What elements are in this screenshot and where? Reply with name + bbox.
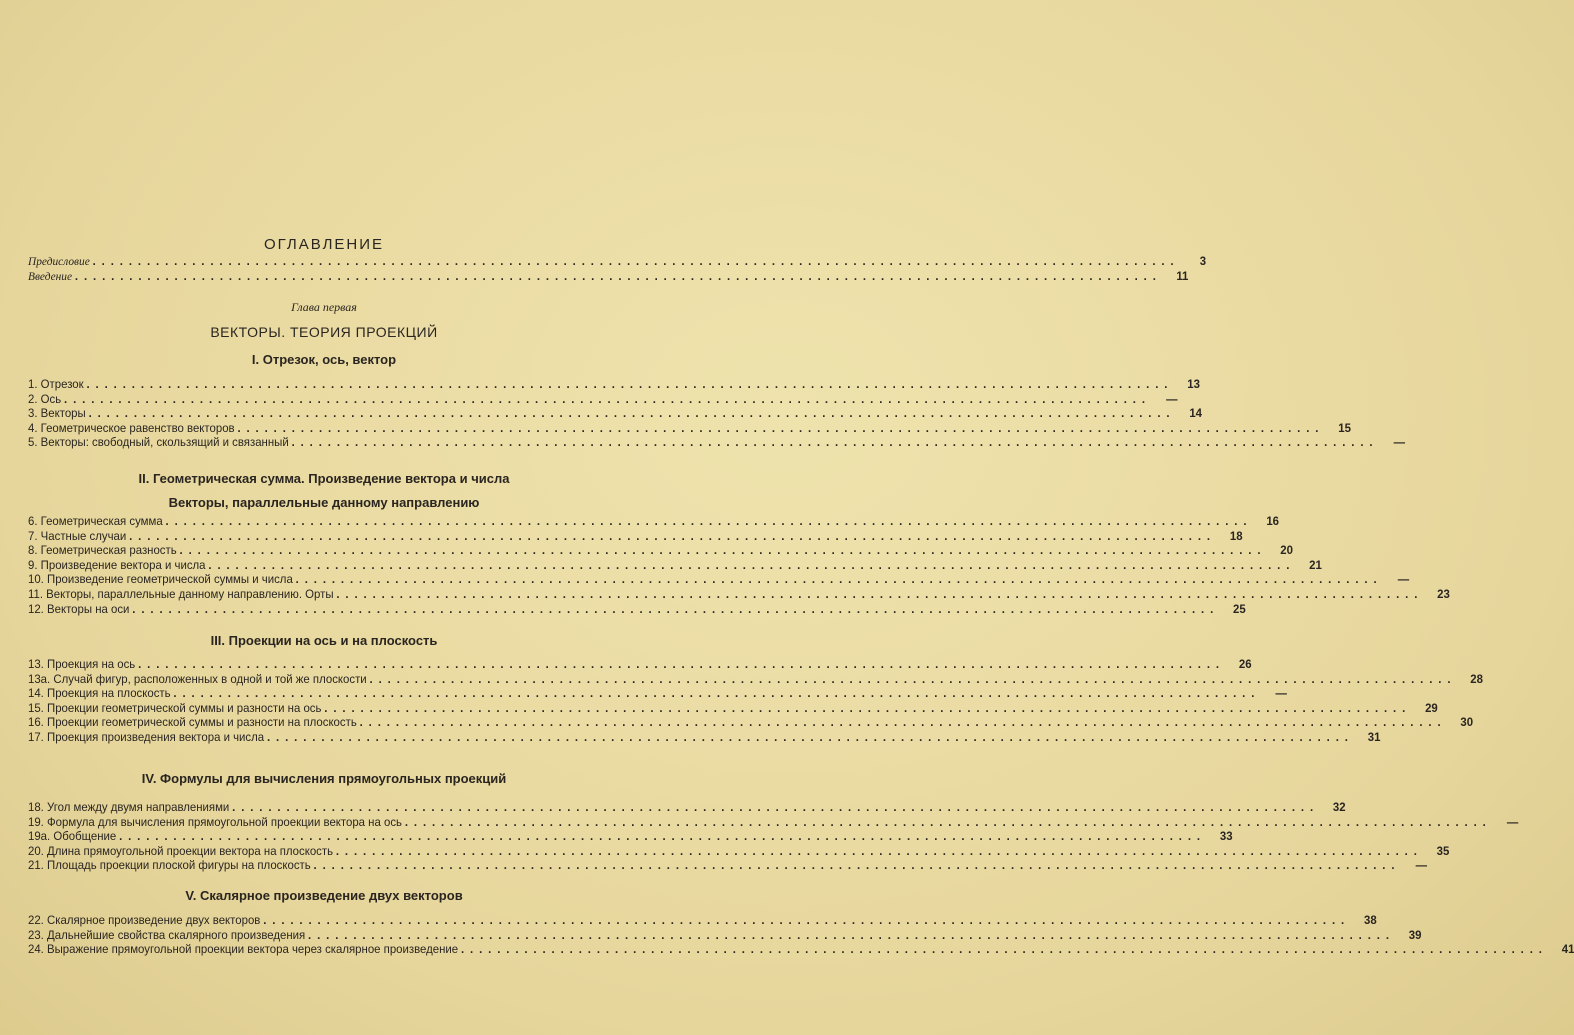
dot-leader: ........................................................................................................................ bbox=[165, 514, 1253, 528]
toc-entry-label: 9. Произведение вектора и числа bbox=[28, 557, 206, 572]
dot-leader: ........................................................................................................................ bbox=[129, 528, 1216, 543]
dot-leader: ........................................................................................................................ bbox=[237, 420, 1325, 435]
toc-entry-label: 3. Векторы bbox=[28, 406, 86, 421]
toc-entry-label: 15. Проекции геометрической суммы и разности на ось bbox=[28, 700, 322, 715]
toc-entry bbox=[28, 800, 1346, 815]
section-heading: II. Геометрическая сумма. Произведение вектора и числа bbox=[138, 471, 510, 486]
toc-entry-page: — bbox=[1506, 814, 1519, 829]
toc-entry-page: 3 bbox=[1199, 254, 1207, 268]
dot-leader: ........................................................................................................................ bbox=[313, 858, 1401, 873]
toc-entry bbox=[28, 657, 1252, 672]
dot-leader: ........................................................................................................................ bbox=[86, 377, 1174, 391]
toc-entry-label: 16. Проекции геометрической суммы и разности на плоскость bbox=[28, 715, 357, 730]
toc-entry-page: — bbox=[1393, 435, 1406, 450]
toc-entry-label: 14. Проекция на плоскость bbox=[28, 686, 171, 701]
chapter-label: Глава первая bbox=[291, 300, 357, 314]
toc-entry bbox=[28, 686, 1287, 701]
dot-leader: ........................................................................................................................ bbox=[336, 586, 1424, 601]
toc-entry-page: 14 bbox=[1189, 406, 1203, 421]
toc-entry bbox=[28, 601, 1246, 617]
toc-entry-page: 20 bbox=[1280, 543, 1293, 558]
toc-entry bbox=[28, 715, 1474, 730]
toc-entry-label: 24. Выражение прямоугольной проекции вектора через скалярное произведение bbox=[28, 942, 459, 957]
toc-entry-page: 11 bbox=[1176, 268, 1189, 283]
toc-entry-label: 12. Векторы на оси bbox=[28, 601, 130, 616]
toc-entry bbox=[28, 671, 1483, 687]
section-entries bbox=[28, 913, 1574, 957]
toc-entry-page: 32 bbox=[1332, 800, 1346, 814]
toc-entry-page: — bbox=[1275, 686, 1287, 701]
toc-entry-label: 19а. Обобщение bbox=[28, 829, 117, 844]
toc-entry-page: — bbox=[1397, 572, 1410, 587]
section-heading: V. Скалярное произведение двух векторов bbox=[185, 888, 463, 903]
toc-entry-label: 13. Проекция на ось bbox=[28, 657, 136, 671]
dot-leader: ........................................................................................................................ bbox=[335, 843, 1423, 858]
toc-entry-label: 13а. Случай фигур, расположенных в одной и той же плоскости bbox=[28, 671, 367, 686]
dot-leader: ........................................................................................................................ bbox=[295, 572, 1383, 587]
toc-entry bbox=[28, 927, 1422, 943]
toc-entry bbox=[28, 406, 1203, 421]
toc-entry-label: 2. Ось bbox=[28, 391, 62, 406]
toc-entry-page: — bbox=[1166, 391, 1178, 406]
toc-entry-page: 21 bbox=[1309, 557, 1322, 572]
toc-entry bbox=[28, 913, 1377, 928]
front-matter-list bbox=[28, 254, 1207, 283]
chapter-title: ВЕКТОРЫ. ТЕОРИЯ ПРОЕКЦИЙ bbox=[210, 324, 438, 340]
dot-leader: ........................................................................................................................ bbox=[369, 671, 1457, 686]
toc-entry-page: 23 bbox=[1437, 586, 1450, 601]
dot-leader: ........................................................................................................................ bbox=[92, 254, 1180, 268]
toc-entry-label: 20. Длина прямоугольной проекции вектора на плоскость bbox=[28, 843, 334, 858]
toc-entry bbox=[28, 829, 1233, 844]
dot-leader: ........................................................................................................................ bbox=[138, 657, 1225, 671]
toc-entry-label: 23. Дальнейшие свойства скалярного произведения bbox=[28, 927, 306, 942]
toc-entry bbox=[28, 514, 1280, 529]
section-entries bbox=[28, 377, 1406, 450]
toc-entry bbox=[28, 814, 1519, 830]
dot-leader: ........................................................................................................................ bbox=[132, 601, 1220, 616]
toc-entry-page: 26 bbox=[1238, 657, 1252, 671]
dot-leader: ........................................................................................................................ bbox=[308, 927, 1395, 942]
section-heading: III. Проекции на ось и на плоскость bbox=[210, 633, 438, 648]
toc-entry-page: 29 bbox=[1425, 700, 1438, 715]
toc-entry-page: 18 bbox=[1229, 528, 1243, 543]
dot-leader: ........................................................................................................................ bbox=[359, 715, 1447, 730]
dot-leader: ........................................................................................................................ bbox=[266, 729, 1354, 744]
toc-entry bbox=[28, 268, 1189, 284]
dot-leader: ........................................................................................................................ bbox=[173, 686, 1261, 701]
toc-entry-page: 30 bbox=[1460, 715, 1474, 730]
dot-leader: ........................................................................................................................ bbox=[324, 700, 1412, 715]
toc-entry-page: 31 bbox=[1367, 729, 1381, 744]
dot-leader: ........................................................................................................................ bbox=[460, 942, 1548, 957]
toc-entry-label: 21. Площадь проекции плоской фигуры на плоскость bbox=[28, 858, 311, 873]
toc-entry-page: 28 bbox=[1470, 671, 1483, 686]
toc-entry bbox=[28, 700, 1438, 716]
toc-entry-label: 10. Произведение геометрической суммы и числа bbox=[28, 572, 293, 587]
toc-entry bbox=[28, 942, 1574, 957]
dot-leader: ........................................................................................................................ bbox=[263, 913, 1351, 927]
toc-entry-label: 18. Угол между двумя направлениями bbox=[28, 800, 230, 814]
toc-entry-label: 4. Геометрическое равенство векторов bbox=[28, 420, 235, 435]
toc-entry bbox=[28, 843, 1450, 859]
section-heading: I. Отрезок, ось, вектор bbox=[251, 352, 397, 367]
toc-entry-page: 35 bbox=[1436, 843, 1450, 858]
dot-leader: ........................................................................................................................ bbox=[119, 829, 1206, 844]
toc-entry-label: 1. Отрезок bbox=[28, 377, 84, 391]
toc-entry bbox=[28, 557, 1322, 573]
toc-entry-page: 13 bbox=[1187, 377, 1200, 391]
toc-entry bbox=[28, 420, 1351, 436]
toc-entry bbox=[28, 729, 1381, 745]
toc-entry-page: 39 bbox=[1408, 927, 1422, 942]
toc-entry-page: 41 bbox=[1561, 942, 1574, 957]
toc-title: ОГЛАВЛЕНИЕ bbox=[263, 236, 385, 253]
section-subheading: Векторы, параллельные данному направлению bbox=[168, 495, 480, 510]
toc-entry-label: 8. Геометрическая разность bbox=[28, 543, 177, 558]
toc-entry-page: — bbox=[1415, 858, 1428, 873]
toc-entry bbox=[28, 377, 1200, 392]
toc-entry-label: 19. Формула для вычисления прямоугольной проекции вектора на ось bbox=[28, 814, 402, 829]
toc-entry bbox=[28, 586, 1450, 602]
toc-entry bbox=[28, 435, 1406, 450]
toc-entry-label: Введение bbox=[28, 268, 73, 283]
toc-entry-page: 15 bbox=[1338, 420, 1351, 435]
section-entries bbox=[28, 657, 1483, 745]
dot-leader: ........................................................................................................................ bbox=[74, 268, 1162, 283]
toc-entry bbox=[28, 858, 1428, 873]
toc-entry-page: 38 bbox=[1363, 913, 1377, 927]
toc-entry bbox=[28, 391, 1178, 407]
section-heading: IV. Формулы для вычисления прямоугольных проекций bbox=[141, 771, 507, 786]
toc-entry-label: 5. Векторы: свободный, скользящий и связанный bbox=[28, 435, 289, 450]
toc-entry-label: 6. Геометрическая сумма bbox=[28, 514, 163, 528]
dot-leader: ........................................................................................................................ bbox=[208, 557, 1296, 572]
dot-leader: ........................................................................................................................ bbox=[291, 435, 1379, 450]
dot-leader: ........................................................................................................................ bbox=[88, 406, 1176, 421]
toc-entry-label: 11. Векторы, параллельные данному направлению. Орты bbox=[28, 586, 334, 601]
toc-entry-page: 16 bbox=[1266, 514, 1280, 528]
dot-leader: ........................................................................................................................ bbox=[179, 543, 1267, 558]
dot-leader: ........................................................................................................................ bbox=[404, 814, 1492, 829]
toc-entry-label: 7. Частные случаи bbox=[28, 528, 127, 543]
toc-entry bbox=[28, 254, 1207, 269]
section-entries bbox=[28, 514, 1450, 616]
section-entries bbox=[28, 800, 1519, 873]
toc-entry bbox=[28, 528, 1243, 544]
toc-entry-label: 17. Проекция произведения вектора и числа bbox=[28, 729, 265, 744]
toc-entry-page: 25 bbox=[1233, 601, 1246, 616]
dot-leader: ........................................................................................................................ bbox=[232, 800, 1320, 814]
toc-entry bbox=[28, 572, 1410, 587]
toc-entry bbox=[28, 543, 1293, 558]
toc-entry-page: 33 bbox=[1219, 829, 1233, 844]
dot-leader: ........................................................................................................................ bbox=[64, 391, 1151, 406]
toc-entry-label: Предисловие bbox=[28, 254, 90, 268]
toc-entry-label: 22. Скалярное произведение двух векторов bbox=[28, 913, 261, 927]
